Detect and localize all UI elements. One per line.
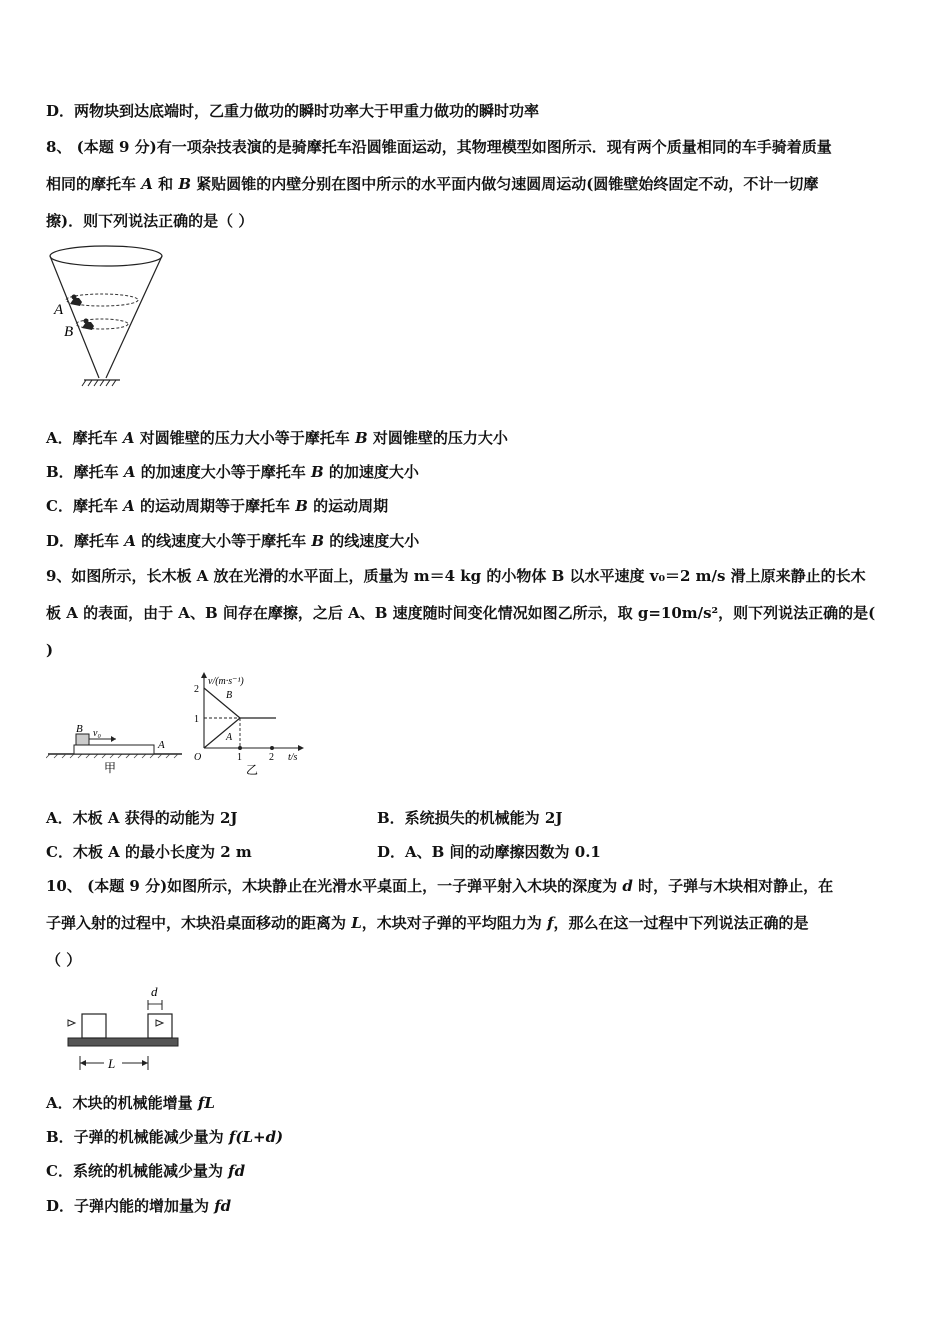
q9-yi-origin: O (194, 752, 202, 763)
q9-jia-label-a: A (158, 739, 165, 751)
q9-option-a: A．木板 A 获得的动能为 2J (46, 809, 238, 827)
q9-stem-line-1: 9、如图所示，长木板 A 放在光滑的水平面上，质量为 m＝4 kg 的小物体 B 以水平速度 v₀＝2 m/s 滑上原来静止的长木 (46, 567, 866, 585)
q8-stem-line-1: 8、 (本题 9 分)有一项杂技表演的是骑摩托车沿圆锥面运动，其物理模型如图所示．现有两个质量相同的车手骑着质量 (46, 138, 832, 156)
q10-bullet-block-figure (60, 980, 184, 1076)
q10-stem-line-3: （ ） (46, 951, 82, 969)
q9-yi-line-a-label: A (226, 732, 233, 743)
q10-option-b: B．子弹的机械能减少量为 f(L+d) (46, 1128, 284, 1146)
q9-stem-line-2: 板 A 的表面，由于 A、B 间存在摩擦，之后 A、B 速度随时间变化情况如图乙所示，取 g=10m/s²，则下列说法正确的是( (46, 604, 876, 622)
q10-option-a: A．木块的机械能增量 fL (46, 1094, 215, 1112)
q7-option-d: D．两物块到达底端时，乙重力做功的瞬时功率大于甲重力做功的瞬时功率 (46, 102, 540, 120)
q8-label-a: A (54, 302, 64, 318)
q8-stem-line-3: 擦)．则下列说法正确的是（ ） (46, 212, 254, 230)
q10-stem-line-1: 10、 (本题 9 分)如图所示，木块静止在光滑水平桌面上，一子弹平射入木块的深度为 d 时，子弹与木块相对静止，在 (46, 877, 834, 895)
q9-option-b: B．系统损失的机械能为 2J (377, 809, 563, 827)
q9-option-d: D．A、B 间的动摩擦因数为 0.1 (377, 843, 601, 861)
q10-option-c: C．系统的机械能减少量为 fd (46, 1162, 246, 1180)
q10-label-l: L (108, 1056, 116, 1071)
q8-label-b: B (64, 324, 74, 340)
q10-stem-line-2: 子弹入射的过程中，木块沿桌面移动的距离为 L，木块对子弹的平均阻力为 f，那么在这一过程中下列说法正确的是 (46, 914, 809, 932)
q8-option-c: C．摩托车 A 的运动周期等于摩托车 B 的运动周期 (46, 497, 389, 515)
q9-figure-yi-graph (186, 668, 312, 778)
q10-label-d: d (151, 984, 158, 999)
q9-yi-y-tick-1: 1 (194, 714, 199, 725)
q8-option-b: B．摩托车 A 的加速度大小等于摩托车 B 的加速度大小 (46, 463, 419, 481)
q9-yi-x-axis-label: t/s (288, 752, 298, 763)
q8-cone-figure (44, 244, 174, 390)
q10-option-d: D．子弹内能的增加量为 fd (46, 1197, 232, 1215)
q9-stem-line-3: ) (46, 641, 54, 659)
q9-jia-label-b: B (76, 723, 83, 735)
q9-yi-caption: 乙 (246, 763, 259, 777)
q9-yi-y-tick-2: 2 (194, 684, 199, 695)
q9-yi-y-axis-label: v/(m·s⁻¹) (208, 676, 244, 687)
q9-yi-x-tick-1: 1 (237, 752, 242, 763)
q9-jia-label-v0: v₀ (93, 728, 101, 739)
q8-option-d: D．摩托车 A 的线速度大小等于摩托车 B 的线速度大小 (46, 532, 420, 550)
q9-yi-line-b-label: B (226, 690, 233, 701)
q8-stem-line-2: 相同的摩托车 A 和 B 紧贴圆锥的内壁分别在图中所示的水平面内做匀速圆周运动(圆锥壁始终固定不动，不计一切摩 (46, 175, 819, 193)
q9-yi-x-tick-2: 2 (269, 752, 274, 763)
q9-option-c: C．木板 A 的最小长度为 2 m (46, 843, 252, 861)
q9-figure-jia (46, 676, 186, 776)
q8-option-a: A．摩托车 A 对圆锥壁的压力大小等于摩托车 B 对圆锥壁的压力大小 (46, 429, 508, 447)
q9-jia-caption: 甲 (104, 761, 117, 775)
